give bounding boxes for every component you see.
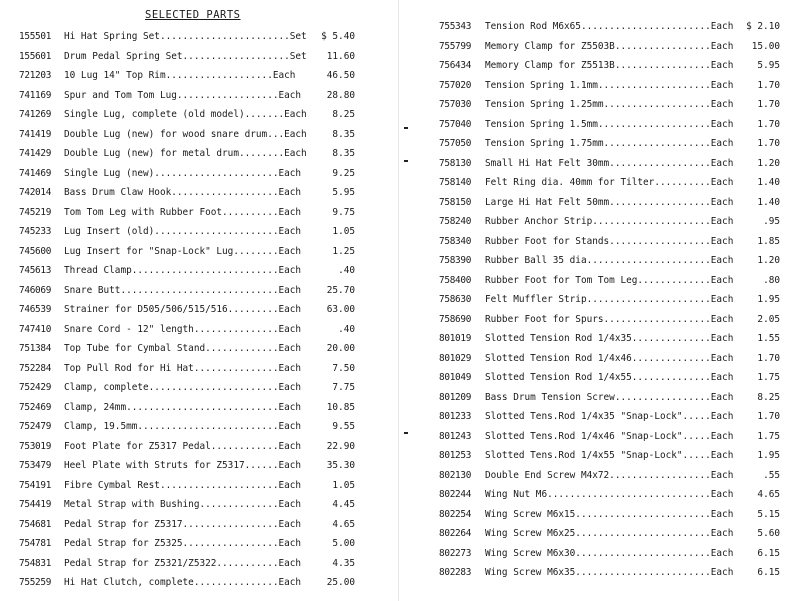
part-number: 721203 — [19, 70, 52, 81]
part-price: 5.00 — [332, 538, 355, 549]
part-price: 22.90 — [326, 440, 355, 452]
part-description: Fibre Cymbal Rest.....................Each — [64, 479, 302, 491]
part-number: 755259 — [19, 577, 52, 588]
part-number: 741419 — [19, 128, 52, 140]
part-number: 752284 — [19, 362, 52, 374]
part-description: Lug Insert for "Snap-Lock" Lug........Each — [64, 245, 302, 257]
part-price: 1.75 — [757, 372, 780, 383]
part-description: Single Lug, complete (old model).......Each — [64, 109, 307, 120]
part-description: Rubber Anchor Strip.....................Each — [485, 216, 734, 227]
part-description: Drum Pedal Spring Set...................Set — [64, 50, 307, 62]
part-price: 1.40 — [757, 177, 780, 188]
part-description: Pedal Strap for Z5325.................Each — [64, 538, 302, 549]
part-price: 6.15 — [757, 567, 780, 578]
part-price: 46.50 — [326, 70, 355, 81]
part-description: Slotted Tension Rod 1/4x46..............Each — [485, 352, 734, 364]
part-price: 35.30 — [326, 460, 355, 471]
part-number: 754781 — [19, 538, 52, 549]
part-number: 801019 — [439, 333, 472, 344]
part-number: 745219 — [19, 206, 52, 218]
part-description: Tension Spring 1.5mm....................Each — [485, 118, 734, 130]
part-description: Slotted Tension Rod 1/4x35..............Each — [485, 333, 734, 344]
part-number: 754191 — [19, 479, 52, 491]
part-price: 1.95 — [757, 450, 780, 461]
part-price: 5.60 — [757, 528, 780, 539]
part-description: Slotted Tens.Rod 1/4x35 "Snap-Lock".....Each — [485, 411, 734, 422]
part-price: 9.25 — [332, 167, 355, 179]
part-price: 2.05 — [757, 313, 780, 325]
part-number: 757030 — [439, 99, 472, 110]
part-number: 758130 — [439, 157, 472, 169]
part-description: Heel Plate with Struts for Z5317......Each — [64, 460, 302, 471]
part-number: 758150 — [439, 196, 472, 208]
part-price: 10.85 — [326, 401, 355, 413]
part-number: 754419 — [19, 499, 52, 510]
part-description: Tension Spring 1.25mm...................Each — [485, 99, 734, 110]
part-price: 4.65 — [332, 518, 355, 530]
part-description: Double Lug (new) for wood snare drum...Each — [64, 128, 307, 140]
part-description: Thread Clamp..........................Each — [64, 265, 302, 276]
part-description: Wing Screw M6x35........................Each — [485, 567, 734, 578]
part-description: Memory Clamp for Z5503B.................Each — [485, 40, 734, 52]
part-number: 741429 — [19, 148, 52, 159]
part-price: .95 — [763, 216, 780, 227]
part-description: Slotted Tension Rod 1/4x55..............Each — [485, 372, 734, 383]
part-number: 757040 — [439, 118, 472, 130]
part-description: Double End Screw M4x72..................Each — [485, 469, 734, 481]
part-description: Wing Screw M6x15........................Each — [485, 508, 734, 520]
part-number: 155601 — [19, 50, 52, 62]
part-number: 755799 — [439, 40, 472, 52]
part-price: .40 — [338, 323, 355, 335]
part-number: 754831 — [19, 557, 52, 569]
part-price: 1.75 — [757, 430, 780, 442]
part-number: 746069 — [19, 284, 52, 296]
part-description: Rubber Foot for Tom Tom Leg.............Each — [485, 274, 734, 286]
part-description: Felt Ring dia. 40mm for Tilter..........Each — [485, 177, 734, 188]
part-description: Snare Cord - 12" length...............Each — [64, 323, 302, 335]
left-page — [0, 0, 398, 601]
part-number: 741169 — [19, 89, 52, 101]
part-number: 758390 — [439, 255, 472, 266]
part-number: 745613 — [19, 265, 52, 276]
part-description: Small Hi Hat Felt 30mm..................Each — [485, 157, 734, 169]
part-price: .40 — [338, 265, 355, 276]
part-description: 10 Lug 14" Top Rim...................Each — [64, 70, 296, 81]
part-number: 755343 — [439, 21, 472, 32]
part-number: 802283 — [439, 567, 472, 578]
page-heading: SELECTED PARTS — [145, 9, 241, 21]
part-number: 801233 — [439, 411, 472, 422]
part-number: 753019 — [19, 440, 52, 452]
part-description: Slotted Tens.Rod 1/4x55 "Snap-Lock".....Each — [485, 450, 734, 461]
part-description: Large Hi Hat Felt 50mm..................Each — [485, 196, 734, 208]
part-description: Foot Plate for Z5317 Pedal............Each — [64, 440, 302, 452]
part-number: 753479 — [19, 460, 52, 471]
part-price: 63.00 — [326, 304, 355, 315]
part-price: 1.85 — [757, 235, 780, 247]
part-price: 5.95 — [757, 60, 780, 71]
part-price: 28.80 — [326, 89, 355, 101]
part-description: Rubber Foot for Spurs...................Each — [485, 313, 734, 325]
part-number: 746539 — [19, 304, 52, 315]
part-description: Tension Spring 1.75mm...................Each — [485, 138, 734, 149]
part-number: 801243 — [439, 430, 472, 442]
margin-mark — [404, 127, 408, 129]
part-number: 747410 — [19, 323, 52, 335]
part-description: Clamp, 24mm...........................Each — [64, 401, 302, 413]
part-description: Metal Strap with Bushing..............Each — [64, 499, 302, 510]
part-description: Top Pull Rod for Hi Hat...............Each — [64, 362, 302, 374]
right-page — [398, 0, 800, 601]
part-number: 802273 — [439, 547, 472, 559]
part-number: 801209 — [439, 391, 472, 403]
part-description: Lug Insert (old)......................Each — [64, 226, 302, 237]
part-number: 758340 — [439, 235, 472, 247]
part-number: 758690 — [439, 313, 472, 325]
part-description: Wing Nut M6.............................Each — [485, 489, 734, 500]
part-number: 752469 — [19, 401, 52, 413]
part-number: 802254 — [439, 508, 472, 520]
part-number: 751384 — [19, 343, 52, 354]
part-description: Clamp, 19.5mm.........................Each — [64, 421, 302, 432]
part-price: 15.00 — [751, 40, 780, 52]
part-price: 1.20 — [757, 157, 780, 169]
margin-mark — [404, 160, 408, 162]
part-description: Clamp, complete.......................Each — [64, 382, 302, 393]
part-description: Tension Rod M6x65.......................Each — [485, 21, 734, 32]
part-price: 1.25 — [332, 245, 355, 257]
part-number: 802264 — [439, 528, 472, 539]
part-number: 741469 — [19, 167, 52, 179]
part-number: 802130 — [439, 469, 472, 481]
part-price: 8.25 — [332, 109, 355, 120]
part-number: 758240 — [439, 216, 472, 227]
part-description: Hi Hat Clutch, complete...............Each — [64, 577, 302, 588]
part-description: Memory Clamp for Z5513B.................Each — [485, 60, 734, 71]
part-description: Tom Tom Leg with Rubber Foot..........Each — [64, 206, 302, 218]
part-number: 756434 — [439, 60, 472, 71]
part-number: 741269 — [19, 109, 52, 120]
part-price: 4.35 — [332, 557, 355, 569]
part-description: Tension Spring 1.1mm....................Each — [485, 79, 734, 91]
part-price: $ 5.40 — [321, 31, 355, 42]
part-price: 9.55 — [332, 421, 355, 432]
part-price: 1.70 — [757, 79, 780, 91]
part-description: Spur and Tom Tom Lug..................Each — [64, 89, 302, 101]
part-description: Snare Butt............................Each — [64, 284, 302, 296]
part-price: 1.70 — [757, 138, 780, 149]
part-price: 4.65 — [757, 489, 780, 500]
part-price: 7.75 — [332, 382, 355, 393]
part-price: 1.05 — [332, 479, 355, 491]
part-price: 8.25 — [757, 391, 780, 403]
part-price: 1.05 — [332, 226, 355, 237]
part-description: Rubber Foot for Stands..................Each — [485, 235, 734, 247]
part-price: 1.95 — [757, 294, 780, 305]
part-number: 745233 — [19, 226, 52, 237]
part-price: .80 — [763, 274, 780, 286]
part-price: 8.35 — [332, 128, 355, 140]
part-description: Single Lug (new)......................Each — [64, 167, 302, 179]
part-number: 758400 — [439, 274, 472, 286]
part-price: 6.15 — [757, 547, 780, 559]
part-number: 754681 — [19, 518, 52, 530]
part-price: 1.70 — [757, 411, 780, 422]
part-price: .55 — [763, 469, 780, 481]
part-price: $ 2.10 — [746, 21, 780, 32]
part-price: 4.45 — [332, 499, 355, 510]
part-price: 1.40 — [757, 196, 780, 208]
part-price: 11.60 — [326, 50, 355, 62]
part-price: 25.70 — [326, 284, 355, 296]
part-number: 752479 — [19, 421, 52, 432]
part-description: Rubber Ball 35 dia......................Each — [485, 255, 734, 266]
part-number: 801253 — [439, 450, 472, 461]
part-description: Felt Muffler Strip......................Each — [485, 294, 734, 305]
part-price: 5.95 — [332, 187, 355, 198]
part-number: 802244 — [439, 489, 472, 500]
part-description: Strainer for D505/506/515/516.........Each — [64, 304, 302, 315]
part-price: 1.70 — [757, 99, 780, 110]
part-description: Wing Screw M6x25........................Each — [485, 528, 734, 539]
part-description: Bass Drum Claw Hook...................Each — [64, 187, 302, 198]
part-price: 9.75 — [332, 206, 355, 218]
part-price: 1.20 — [757, 255, 780, 266]
part-number: 757020 — [439, 79, 472, 91]
part-description: Wing Screw M6x30........................Each — [485, 547, 734, 559]
part-price: 25.00 — [326, 577, 355, 588]
part-number: 758140 — [439, 177, 472, 188]
part-number: 155501 — [19, 31, 52, 42]
part-description: Top Tube for Cymbal Stand.............Each — [64, 343, 302, 354]
part-description: Bass Drum Tension Screw.................Each — [485, 391, 734, 403]
part-price: 1.70 — [757, 118, 780, 130]
part-description: Hi Hat Spring Set.......................Set — [64, 31, 307, 42]
part-number: 752429 — [19, 382, 52, 393]
margin-mark — [404, 432, 408, 434]
part-price: 20.00 — [326, 343, 355, 354]
part-price: 8.35 — [332, 148, 355, 159]
part-price: 1.70 — [757, 352, 780, 364]
part-price: 7.50 — [332, 362, 355, 374]
part-number: 758630 — [439, 294, 472, 305]
part-description: Slotted Tens.Rod 1/4x46 "Snap-Lock".....Each — [485, 430, 734, 442]
part-number: 801029 — [439, 352, 472, 364]
part-description: Double Lug (new) for metal drum........Each — [64, 148, 307, 159]
part-price: 1.55 — [757, 333, 780, 344]
part-price: 5.15 — [757, 508, 780, 520]
part-description: Pedal Strap for Z5321/Z5322...........Each — [64, 557, 302, 569]
part-number: 757050 — [439, 138, 472, 149]
part-number: 745600 — [19, 245, 52, 257]
part-number: 742014 — [19, 187, 52, 198]
part-description: Pedal Strap for Z5317.................Each — [64, 518, 302, 530]
part-number: 801049 — [439, 372, 472, 383]
